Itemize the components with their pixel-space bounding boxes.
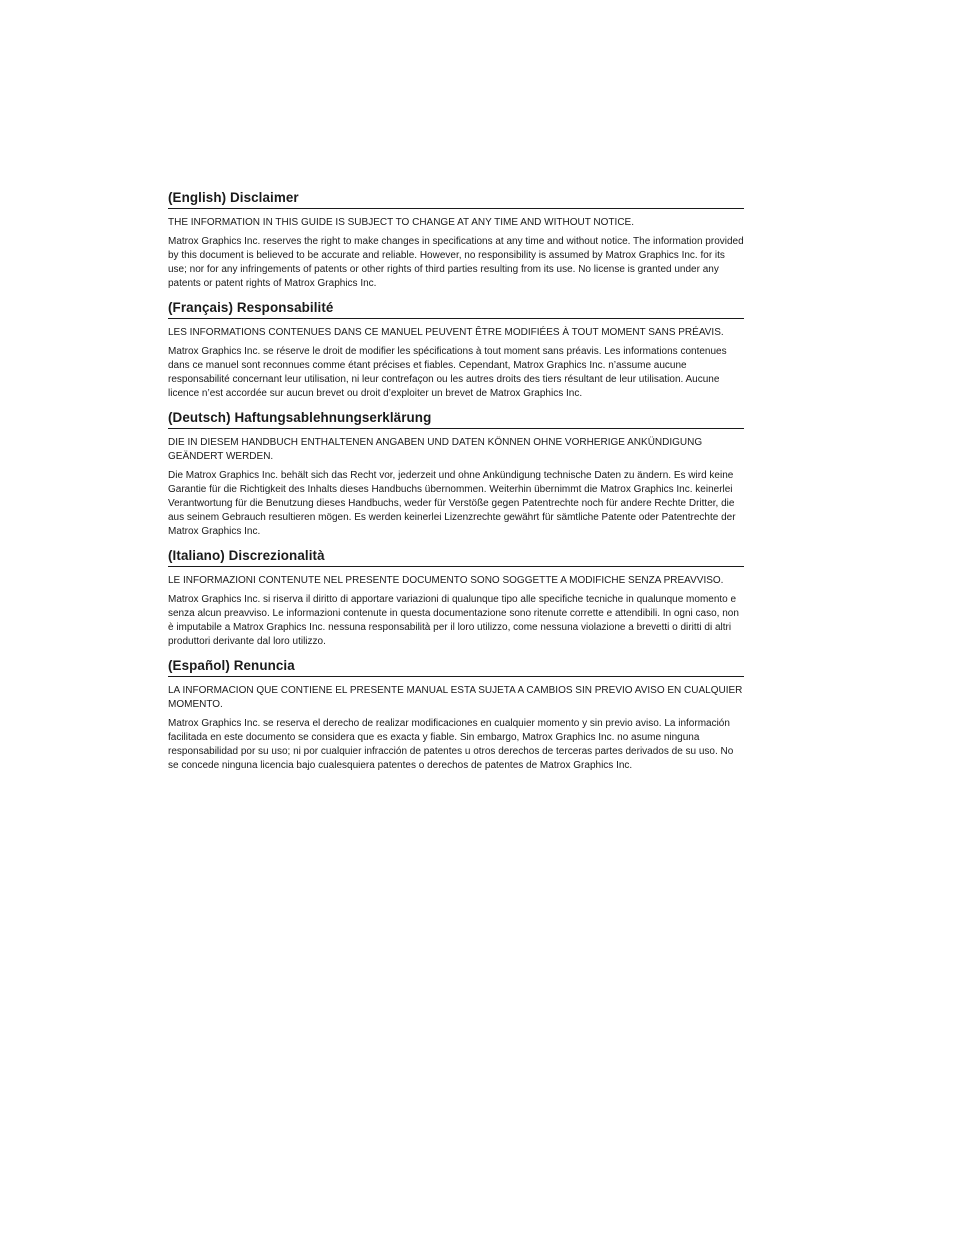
section-title: (Italiano) Discrezionalità — [168, 547, 744, 567]
section-body: Matrox Graphics Inc. se reserva el derecho de realizar modificaciones en cualquier momento y sin previo aviso. La información facilitada en este documento se considera que es exacta y fiable. Sin embargo, Matrox Graphics Inc. no asume ninguna responsabilidad por su uso; ni por cualquier infracción de patentes u otros derechos de terceras partes derivados de su uso. No se concede ninguna licencia bajo cualesquiera patentes o derechos de patentes de Matrox Graphics Inc. — [168, 718, 734, 771]
section-title: (Français) Responsabilité — [168, 299, 744, 319]
disclaimer-content — [168, 189, 744, 781]
section-body: Die Matrox Graphics Inc. behält sich das Recht vor, jederzeit und ohne Ankündigung technische Daten zu ändern. Es wird keine Garantie für die Richtigkeit des Inhalts dieses Handbuchs übernommen. Weiterhin übernimmt die Matrox Graphics Inc. keinerlei Verantwortung für die Benutzung dieses Handbuchs, weder für Verstöße gegen Patentrechte noch für andere Rechte Dritter, die aus seinem Gebrauch resultieren mögen. Es werden keinerlei Lizenzrechte gewährt für sämtliche Patente oder Patentrechte der Matrox Graphics Inc. — [168, 470, 736, 537]
section-body: Matrox Graphics Inc. si riserva il diritto di apportare variazioni di qualunque tipo alle specifiche tecniche in qualunque momento e senza alcun preavviso. Le informazioni contenute in questa documentazione sono ritenute corrette e attendibili. In ogni caso, non è imputabile a Matrox Graphics Inc. nessuna responsabilità per il loro utilizzo, come nessuna violazione a brevetti o diritti di altri produttori derivante dal loro utilizzo. — [168, 594, 739, 647]
section-notice: LE INFORMAZIONI CONTENUTE NEL PRESENTE DOCUMENTO SONO SOGGETTE A MODIFICHE SENZA PREAVVISO. — [168, 575, 724, 586]
section-body: Matrox Graphics Inc. reserves the right to make changes in specifications at any time and without notice. The information provided by this document is believed to be accurate and reliable. However, no responsibility is assumed by Matrox Graphics Inc. for its use; nor for any infringements of patents or other rights of third parties resulting from its use. No license is granted under any patents or patent rights of Matrox Graphics Inc. — [168, 236, 744, 289]
section-german — [168, 409, 744, 539]
section-body: Matrox Graphics Inc. se réserve le droit de modifier les spécifications à tout moment sans préavis. Les informations contenues dans ce manuel sont reconnues comme étant précises et fiables. Cependant, Matrox Graphics Inc. n’assume aucune responsabilité concernant leur utilisation, ni leur contrefaçon ou les autres droits des tiers résultant de leur utilisation. Aucune licence n’est accordée sur aucun brevet ou droit d’exploiter un brevet de Matrox Graphics Inc. — [168, 346, 727, 399]
section-notice: LA INFORMACION QUE CONTIENE EL PRESENTE MANUAL ESTA SUJETA A CAMBIOS SIN PREVIO AVISO EN CUALQUIER MOMENTO. — [168, 685, 743, 710]
section-notice: DIE IN DIESEM HANDBUCH ENTHALTENEN ANGABEN UND DATEN KÖNNEN OHNE VORHERIGE ANKÜNDIGUNG GEÄNDERT WERDEN. — [168, 437, 703, 462]
section-spanish — [168, 657, 744, 773]
section-italian — [168, 547, 744, 649]
section-notice: THE INFORMATION IN THIS GUIDE IS SUBJECT TO CHANGE AT ANY TIME AND WITHOUT NOTICE. — [168, 217, 634, 228]
section-notice: LES INFORMATIONS CONTENUES DANS CE MANUEL PEUVENT ÊTRE MODIFIÉES À TOUT MOMENT SANS PRÉAVIS. — [168, 327, 724, 338]
section-title: (Deutsch) Haftungsablehnungserklärung — [168, 409, 744, 429]
section-title: (Español) Renuncia — [168, 657, 744, 677]
section-english — [168, 189, 744, 291]
section-french — [168, 299, 744, 401]
section-title: (English) Disclaimer — [168, 189, 744, 209]
